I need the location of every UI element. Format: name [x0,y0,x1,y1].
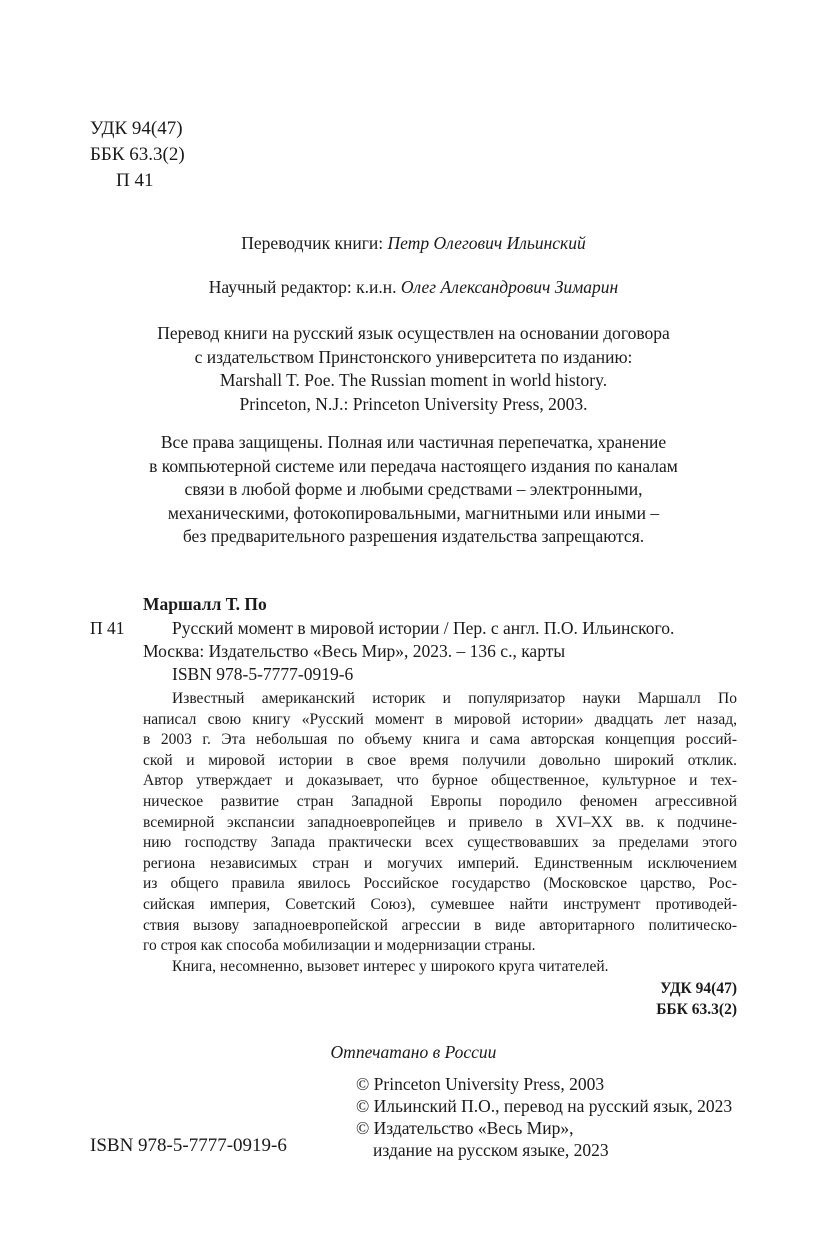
rights-line: Все права защищены. Полная или частичная перепечатка, хранение [160,432,667,452]
rights-line: без предварительного разрешения издательства запрещаются. [182,526,645,546]
editor-label: Научный редактор: к.и.н. [208,277,397,297]
catalog-imprint: Москва: Издательство «Весь Мир», 2023. – 136 с., карты [143,641,566,661]
annotation-udk: УДК 94(47) [660,980,737,997]
translation-note-line: Princeton, N.J.: Princeton University Press, 2003. [239,393,588,414]
rights-line: механическими, фотокопировальными, магнитными или иными – [167,502,660,523]
translation-note-line: Marshall T. Poe. The Russian moment in world history. [219,370,608,390]
copyright-line: © Издательство «Весь Мир», [356,1118,574,1138]
annotation-line: написал свою книгу «Русский момент в мировой истории» двадцать лет назад, [143,710,737,728]
rights-line: в компьютерной системе или передача настоящего издания по каналам [149,455,678,476]
translator-label: Переводчик книги: [241,233,384,253]
rights-line: связи в любой форме и любыми средствами – электронными, [184,479,643,499]
printed-in-label: Отпечатано в России [330,1042,497,1062]
copyright-line: © Princeton University Press, 2003 [356,1074,605,1094]
isbn: ISBN 978-5-7777-0919-6 [90,1135,287,1156]
annotation-line: региона независимых стран и могучих империй. Единственным исключением [143,854,737,872]
annotation-line: го строя как способа мобилизации и модернизации страны. [143,937,536,955]
annotation-line: всемирной экспансии западноевропейцев и привело в XVI–XX вв. к подчине- [143,813,737,831]
rights-notice [90,431,737,549]
annotation-line: нию господству Запада практически всех существовавших за пределами этого [143,834,737,852]
catalog-author: Маршалл Т. По [143,594,267,614]
catalog-sign: П 41 [90,618,125,638]
editor-name: Олег Александрович Зимарин [400,277,619,297]
annotation-line: ствия вызову западноевропейской агрессии в виде авторитарного политическо- [143,916,737,934]
translation-note [90,322,737,416]
annotation-line: в 2003 г. Эта небольшая по объему книга и сама авторская концепция россий- [143,731,737,749]
annotation-line: сийская империя, Советский Союз), сумевшее найти инструмент противодей- [143,895,737,913]
annotation-line: Автор утверждает и доказывает, что бурное общественное, культурное и тех- [143,772,737,790]
author-sign: П 41 [116,170,154,191]
catalog-isbn: ISBN 978-5-7777-0919-6 [172,664,354,684]
udk-code: УДК 94(47) [90,118,183,139]
editor-credit [90,276,737,300]
annotation-line: ническое развитие стран Западной Европы породило феномен агрессивной [143,792,737,810]
translator-credit [90,232,737,256]
translation-note-line: Перевод книги на русский язык осуществлен на основании договора [157,323,670,343]
annotation-closing: Книга, несомненно, вызовет интерес у широкого круга читателей. [172,957,609,975]
bbk-code: ББК 63.3(2) [90,144,185,165]
translation-note-line: с издательством Принстонского университета по изданию: [194,346,633,367]
annotation-line: Известный американский историк и популяризатор науки Маршалл По [172,690,737,707]
catalog-title: Русский момент в мировой истории / Пер. с англ. П.О. Ильинского. [172,618,675,638]
annotation-bbk: ББК 63.3(2) [656,1001,737,1018]
annotation-line: ской и мировой истории в свое время получили довольно широкий отклик. [143,751,737,769]
translator-name: Петр Олегович Ильинский [387,233,586,253]
annotation [143,689,737,977]
copyright-line: издание на русском языке, 2023 [373,1140,609,1160]
copyright-line: © Ильинский П.О., перевод на русский язык, 2023 [356,1096,733,1116]
annotation-line: из общего правила явилось Российское государство (Московское царство, Рос- [143,875,737,893]
